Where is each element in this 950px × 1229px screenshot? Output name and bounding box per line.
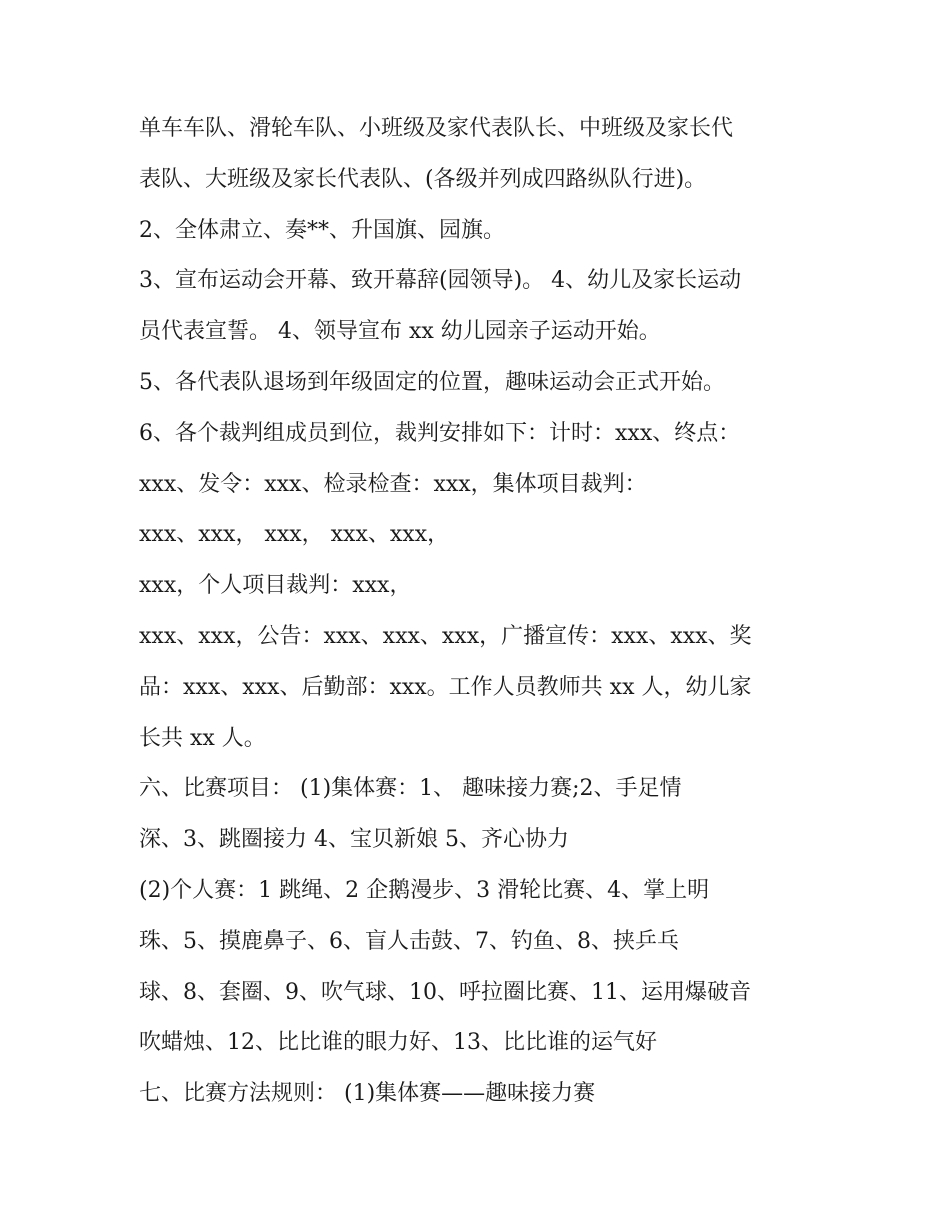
text-line: xxx、xxx，公告：xxx、xxx、xxx，广播宣传：xxx、xxx、奖: [139, 623, 752, 649]
text-line: 球、8、套圈、9、吹气球、10、呼拉圈比赛、11、运用爆破音: [139, 979, 751, 1005]
text-line: (2)个人赛：1 跳绳、2 企鹅漫步、3 滑轮比赛、4、掌上明: [139, 877, 710, 903]
text-line: 5、各代表队退场到年级固定的位置，趣味运动会正式开始。: [139, 369, 725, 395]
text-line: xxx、发令：xxx、检录检查：xxx，集体项目裁判：: [139, 471, 647, 497]
text-line: 3、宣布运动会开幕、致开幕辞(园领导)。 4、幼儿及家长运动: [139, 268, 742, 294]
text-line: 珠、5、摸鹿鼻子、6、盲人击鼓、7、钓鱼、8、挟乒乓: [139, 928, 679, 954]
text-line: 七、比赛方法规则： (1)集体赛——趣味接力赛: [139, 1081, 596, 1107]
text-line: 单车车队、滑轮车队、小班级及家代表队长、中班级及家长代: [139, 116, 734, 141]
text-line: xxx，个人项目裁判：xxx，: [139, 573, 412, 599]
text-line: 表队、大班级及家长代表队、(各级并列成四路纵队行进)。: [139, 166, 707, 192]
text-line: 员代表宣誓。 4、领导宣布 xx 幼儿园亲子运动开始。: [139, 319, 661, 345]
text-line: 吹蜡烛、12、比比谁的眼力好、13、比比谁的运气好: [139, 1030, 657, 1056]
text-line: 6、各个裁判组成员到位，裁判安排如下：计时：xxx、终点：: [139, 420, 741, 446]
text-line: 六、比赛项目： (1)集体赛：1、 趣味接力赛;2、手足情: [139, 776, 682, 802]
text-line: 深、3、跳圈接力 4、宝贝新娘 5、齐心协力: [139, 827, 569, 853]
text-line: 品：xxx、xxx、后勤部：xxx。工作人员教师共 xx 人，幼儿家: [139, 674, 752, 700]
text-line: xxx、xxx， xxx， xxx、xxx，: [139, 522, 450, 548]
document-body: [139, 104, 829, 1120]
text-line: 2、全体肃立、奏**、升国旗、园旗。: [139, 217, 505, 243]
text-line: 长共 xx 人。: [139, 725, 266, 751]
